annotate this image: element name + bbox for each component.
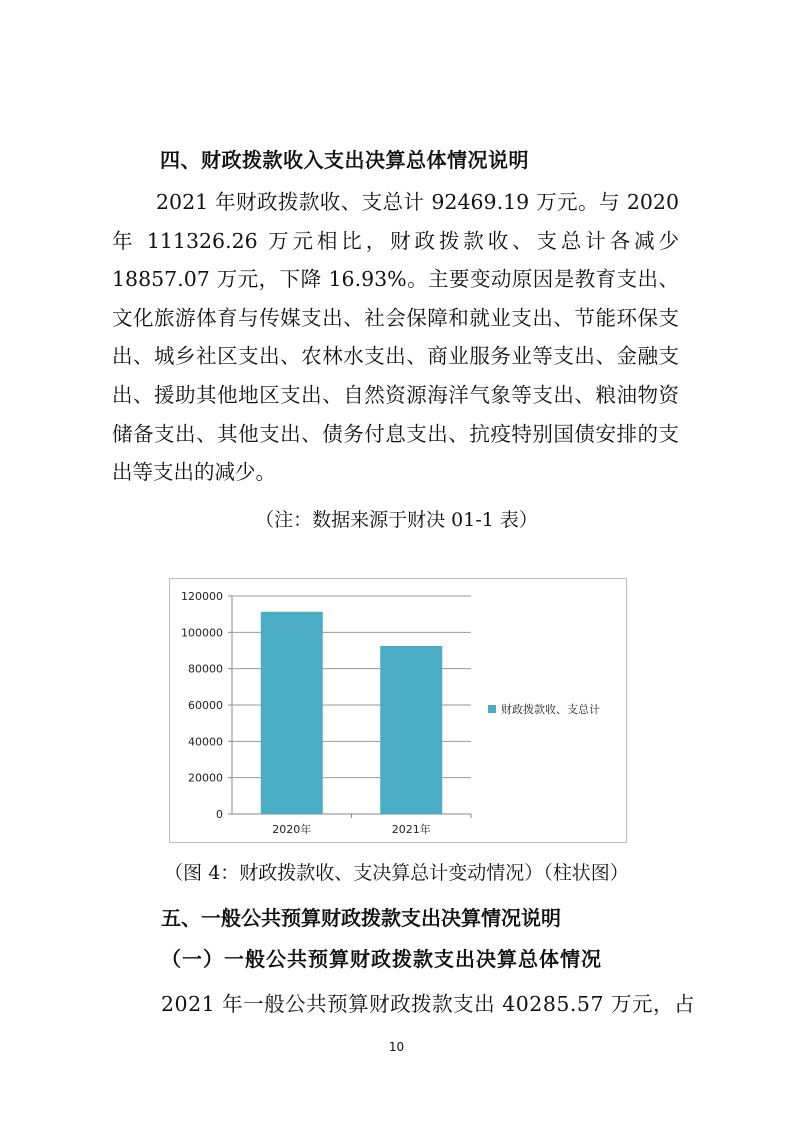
y-tick-label: 120000	[181, 590, 223, 603]
x-tick-label: 2021年	[391, 823, 431, 836]
y-tick-label: 40000	[188, 735, 223, 749]
bar-2020年	[261, 612, 323, 814]
section-4-heading: 四、财政拨款收入支出决算总体情况说明	[160, 148, 529, 172]
section-5-first-line: 2021 年一般公共预算财政拨款支出 40285.57 万元，占	[161, 992, 696, 1016]
y-tick-label: 60000	[188, 699, 223, 712]
y-tick-label: 20000	[188, 771, 223, 785]
x-tick-label: 2020年	[272, 823, 312, 836]
y-tick-label: 0	[216, 808, 223, 821]
section-5-heading: 五、一般公共预算财政拨款支出决算情况说明	[161, 906, 561, 930]
y-tick-label: 100000	[181, 626, 223, 640]
page-number: 10	[388, 1040, 405, 1054]
subsection-1-heading: （一）一般公共预算财政拨款支出决算总体情况	[161, 947, 602, 971]
legend-swatch	[488, 705, 496, 713]
y-tick-label: 80000	[188, 662, 223, 676]
legend-label: 财政拨款收、支总计	[501, 703, 600, 716]
figure-caption: （图 4：财政拨款收、支决算总计变动情况）（柱状图）	[164, 862, 629, 884]
data-source-note: （注：数据来源于财决 01-1 表）	[255, 509, 538, 531]
bar-2021年	[380, 646, 442, 814]
bar-chart	[169, 578, 627, 843]
section-4-paragraph: 2021 年财政拨款收、支总计 92469.19 万元。与 2020 年 111326.26 万元相比，财政拨款收、支总计各减少 18857.07 万元，下降 16.93%。主要变动原因是教育支出、文化旅游体育与传媒支出、社会保障和就业支出、节能环保支出、城乡社区支出、农林水支出、商业服务业等支出、金融支出、援助其他地区支出、自然资源海洋气象等支出、粮油物资储备支出、其他支出、债务付息支出、抗疫特别国债安排的支出等支出的减少。	[112, 190, 679, 485]
chart-canvas	[170, 579, 628, 844]
